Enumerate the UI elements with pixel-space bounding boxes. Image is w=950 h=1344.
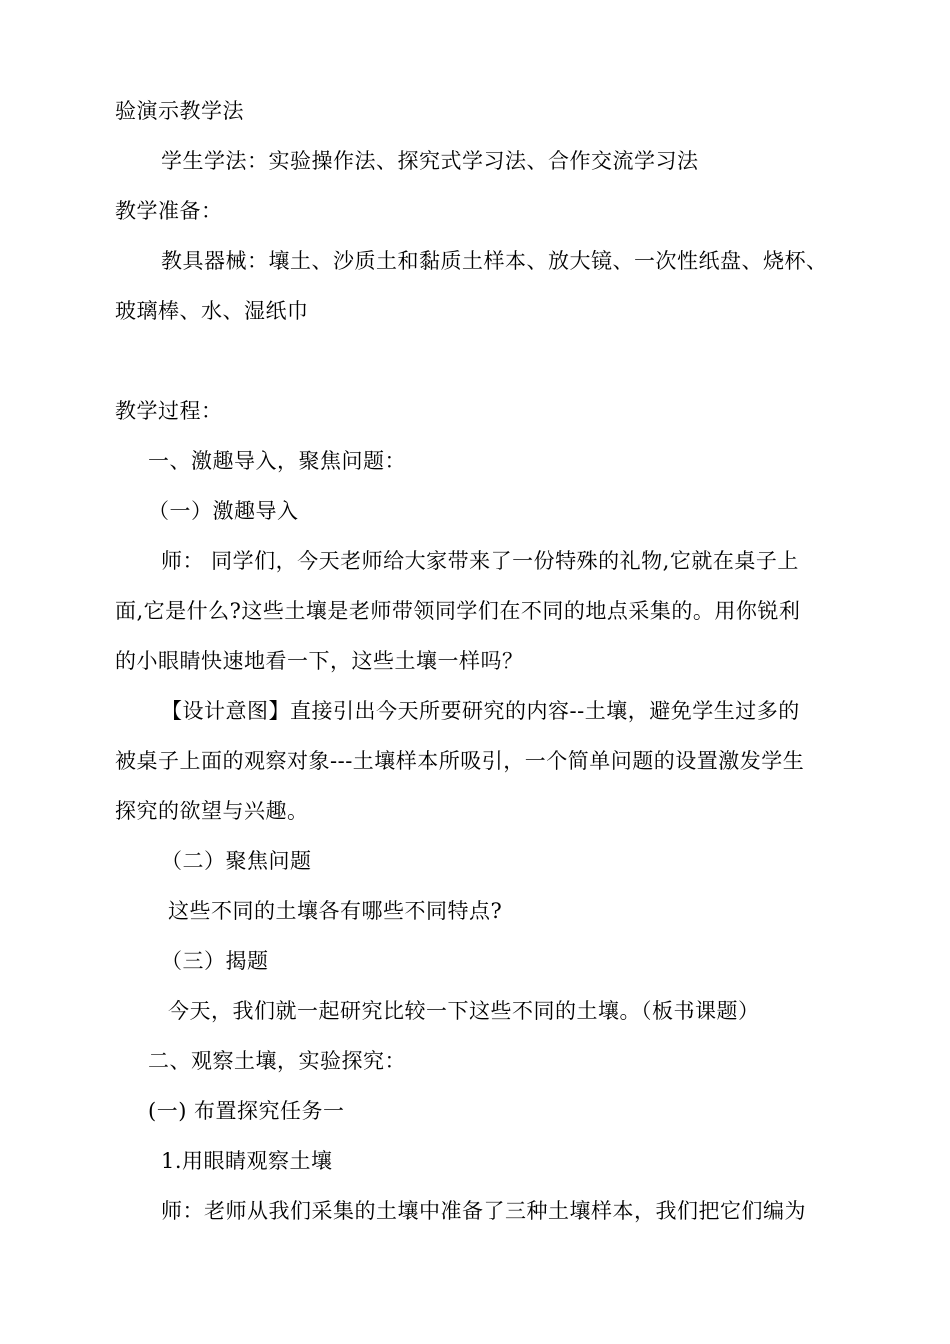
text-line-topic: 今天，我们就一起研究比较一下这些不同的土壤。（板书课题） [168, 999, 760, 1023]
subheading-focus-question: （二）聚焦问题 [161, 849, 312, 873]
subheading-intro: （一）激趣导入 [148, 499, 299, 523]
text-line-teacher-3: 的小眼睛快速地看一下，这些土壤一样吗？ [115, 649, 524, 673]
subheading-task-one: (一) 布置探究任务一 [148, 1099, 345, 1123]
text-line-teacher-samples: 师：老师从我们采集的土壤中准备了三种土壤样本，我们把它们编为 [161, 1199, 806, 1223]
text-line-teacher-1: 师： 同学们，今天老师给大家带来了一份特殊的礼物,它就在桌子上 [161, 549, 799, 573]
text-line-design-intent-3: 探究的欲望与兴趣。 [115, 799, 309, 823]
text-line-teacher-2: 面,它是什么?这些土壤是老师带领同学们在不同的地点采集的。用你锐利 [115, 599, 801, 623]
section-heading-process: 教学过程： [115, 399, 223, 423]
text-line-observe-eyes: 1.用眼睛观察土壤 [161, 1149, 333, 1173]
text-line-equipment-1: 教具器械：壤土、沙质土和黏质土样本、放大镜、一次性纸盘、烧杯、 [161, 249, 828, 273]
subheading-topic: （三）揭题 [161, 949, 269, 973]
heading-part-one: 一、激趣导入，聚焦问题： [148, 449, 406, 473]
text-line-question: 这些不同的土壤各有哪些不同特点? [168, 899, 503, 923]
heading-part-two: 二、观察土壤，实验探究： [148, 1049, 406, 1073]
text-line-design-intent-1: 【设计意图】直接引出今天所要研究的内容--土壤，避免学生过多的 [161, 699, 800, 723]
section-heading-preparation: 教学准备： [115, 199, 223, 223]
text-line-equipment-2: 玻璃棒、水、湿纸巾 [115, 299, 309, 323]
text-line-method-continued: 验演示教学法 [115, 99, 244, 123]
text-line-student-methods: 学生学法：实验操作法、探究式学习法、合作交流学习法 [161, 149, 699, 173]
text-line-design-intent-2: 被桌子上面的观察对象---土壤样本所吸引，一个简单问题的设置激发学生 [115, 749, 805, 773]
